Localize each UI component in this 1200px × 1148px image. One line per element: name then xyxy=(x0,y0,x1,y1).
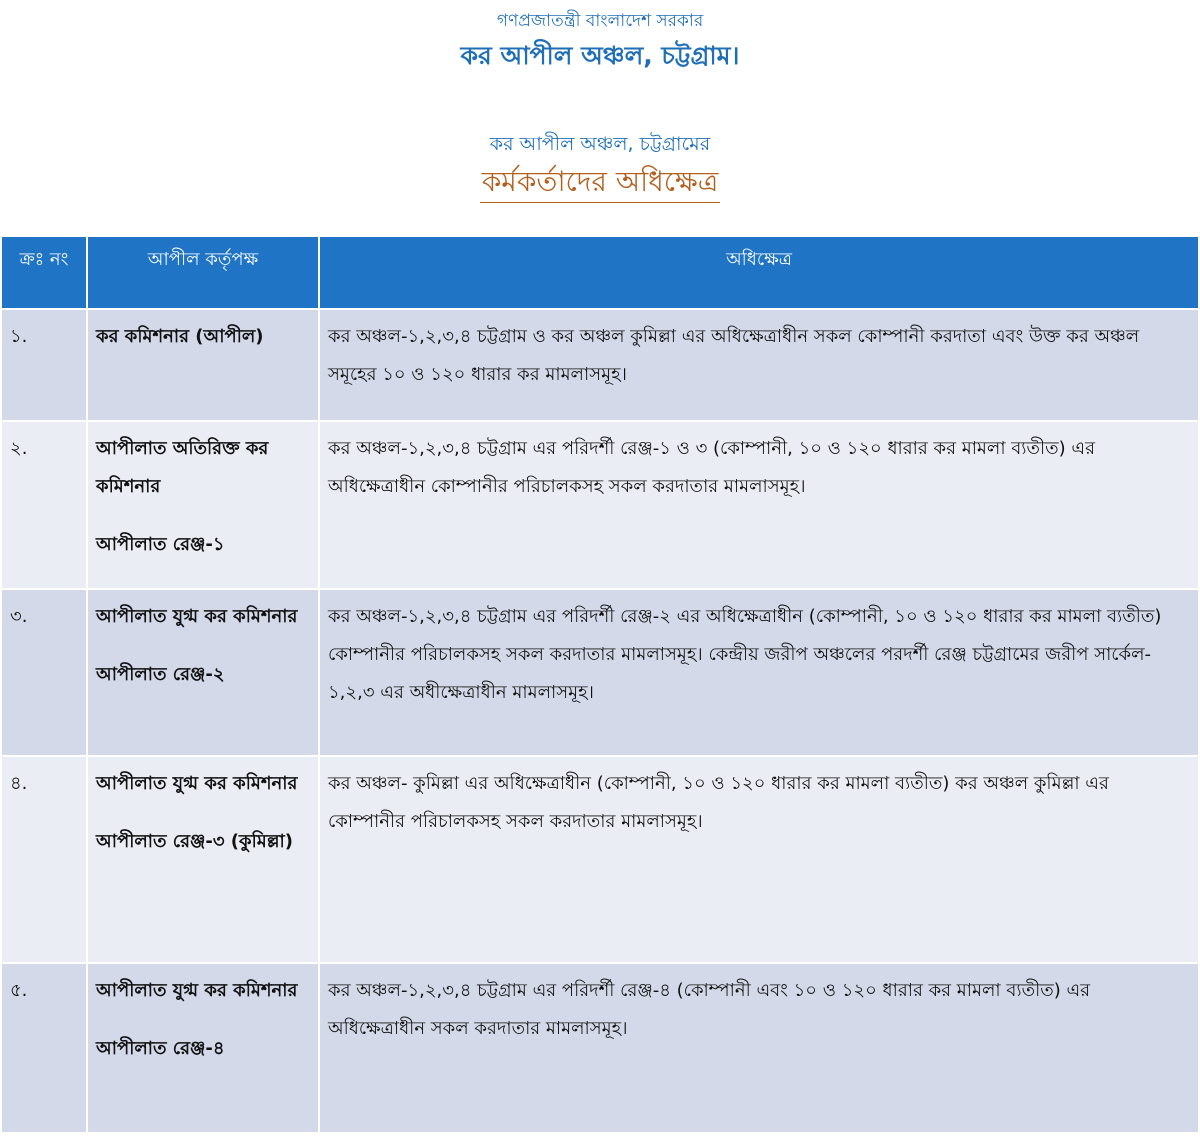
jurisdiction-table xyxy=(2,237,1198,1132)
row-serial: ৫. xyxy=(2,963,87,1132)
row-serial: ৪. xyxy=(2,756,87,963)
row-authority: আপীলাত যুগ্ম কর কমিশনার xyxy=(96,773,298,794)
header-serial: ক্রঃ নং xyxy=(2,237,87,309)
table-header-row xyxy=(2,237,1198,309)
table-row xyxy=(2,756,1198,963)
row-range: আপীলাত রেঞ্জ-১ xyxy=(96,534,225,555)
row-authority: আপীলাত অতিরিক্ত কর কমিশনার xyxy=(96,438,269,497)
row-authority: আপীলাত যুগ্ম কর কমিশনার xyxy=(96,980,298,1001)
row-authority-cell xyxy=(87,309,319,421)
row-jurisdiction: কর অঞ্চল-১,২,৩,৪ চট্টগ্রাম এর পরিদর্শী রেঞ্জ-২ এর অধিক্ষেত্রাধীন (কোম্পানী, ১০ ও ১২০ ধারার কর মামলা ব্যতীত) কোম্পানীর পরিচালকসহ সকল করদাতার মামলাসমূহ। কেন্দ্রীয় জরীপ অঞ্চলের পরদর্শী রেঞ্জ চট্টগ্রামের জরীপ সার্কেল- ১,২,৩ এর অধীক্ষেত্রাধীন মামলাসমূহ। xyxy=(319,589,1198,756)
row-range: আপীলাত রেঞ্জ-২ xyxy=(96,664,225,685)
row-jurisdiction: কর অঞ্চল-১,২,৩,৪ চট্টগ্রাম এর পরিদর্শী রেঞ্জ-১ ও ৩ (কোম্পানী, ১০ ও ১২০ ধারার কর মামলা ব্যতীত) এর অধিক্ষেত্রাধীন কোম্পানীর পরিচালকসহ সকল করদাতার মামলাসমূহ। xyxy=(319,421,1198,589)
row-authority: আপীলাত যুগ্ম কর কমিশনার xyxy=(96,606,298,627)
jurisdiction-title-wrapper xyxy=(0,164,1200,203)
table-row xyxy=(2,421,1198,589)
row-serial: ১. xyxy=(2,309,87,421)
government-name: গণপ্রজাতন্ত্রী বাংলাদেশ সরকার xyxy=(496,11,704,31)
row-authority-cell xyxy=(87,963,319,1132)
row-range: আপীলাত রেঞ্জ-৪ xyxy=(96,1038,225,1059)
zone-subtitle: কর আপীল অঞ্চল, চট্টগ্রামের xyxy=(489,133,711,155)
row-range: আপীলাত রেঞ্জ-৩ (কুমিল্লা) xyxy=(96,831,294,852)
row-serial: ৩. xyxy=(2,589,87,756)
jurisdiction-title: কর্মকর্তাদের অধিক্ষেত্র xyxy=(480,164,721,203)
row-serial: ২. xyxy=(2,421,87,589)
row-jurisdiction: কর অঞ্চল-১,২,৩,৪ চট্টগ্রাম ও কর অঞ্চল কুমিল্লা এর অধিক্ষেত্রাধীন সকল কোম্পানী করদাতা এবং উক্ত কর অঞ্চল সমূহের ১০ ও ১২০ ধারার কর মামলাসমূহ। xyxy=(319,309,1198,421)
header-jurisdiction: অধিক্ষেত্র xyxy=(319,237,1198,309)
row-authority-cell xyxy=(87,589,319,756)
zone-title: কর আপীল অঞ্চল, চট্টগ্রাম। xyxy=(460,41,740,70)
table-row xyxy=(2,309,1198,421)
row-jurisdiction: কর অঞ্চল-১,২,৩,৪ চট্টগ্রাম এর পরিদর্শী রেঞ্জ-৪ (কোম্পানী এবং ১০ ও ১২০ ধারার কর মামলা ব্যতীত) এর অধিক্ষেত্রাধীন সকল করদাতার মামলাসমূহ। xyxy=(319,963,1198,1132)
row-jurisdiction: কর অঞ্চল- কুমিল্লা এর অধিক্ষেত্রাধীন (কোম্পানী, ১০ ও ১২০ ধারার কর মামলা ব্যতীত) কর অঞ্চল কুমিল্লা এর কোম্পানীর পরিচালকসহ সকল করদাতার মামলাসমূহ। xyxy=(319,756,1198,963)
table-row xyxy=(2,589,1198,756)
row-authority-cell xyxy=(87,756,319,963)
row-authority-cell xyxy=(87,421,319,589)
header-authority: আপীল কর্তৃপক্ষ xyxy=(87,237,319,309)
table-row xyxy=(2,963,1198,1132)
row-authority: কর কমিশনার (আপীল) xyxy=(96,326,264,347)
